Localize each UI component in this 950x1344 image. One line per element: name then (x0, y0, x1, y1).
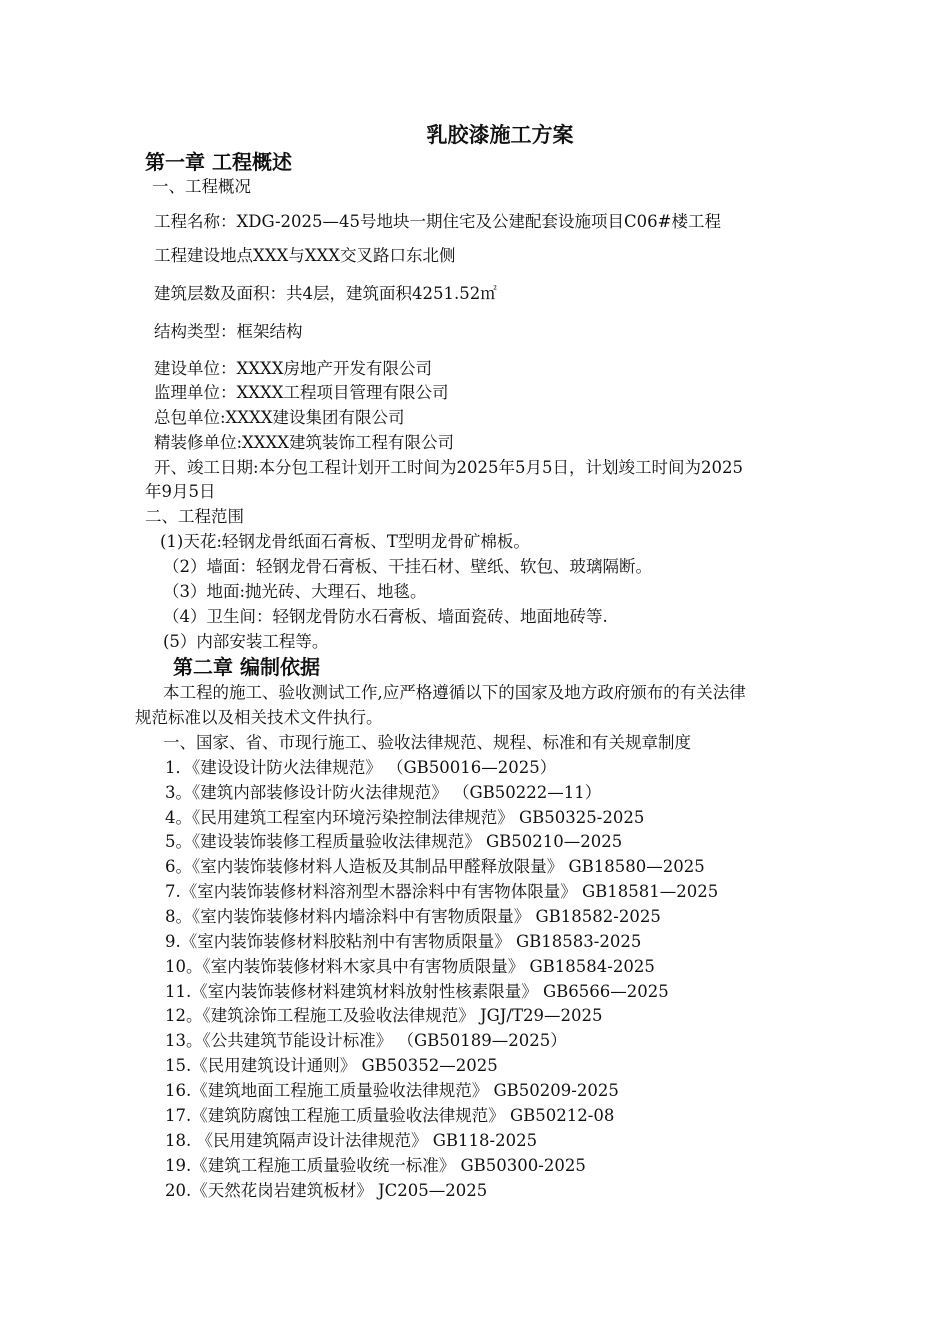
project-floors: 建筑层数及面积：共4层，建筑面积4251.52㎡ (154, 284, 497, 303)
intro-text: 本工程的施工、验收测试工作,应严格遵循以下的国家及地方政府颁布的有关法律 (163, 683, 746, 702)
list-item: 6。《室内装饰装修材料人造板及其制品甲醛释放限量》 GB18580—2025 (165, 857, 705, 876)
project-structure: 结构类型：框架结构 (154, 322, 303, 341)
chapter-1-heading: 第一章 工程概述 (145, 150, 292, 174)
project-decorator: 精装修单位:XXXX建筑装饰工程有限公司 (154, 433, 455, 452)
intro-text-cont: 规范标准以及相关技术文件执行。 (135, 708, 383, 727)
project-owner: 建设单位：XXXX房地产开发有限公司 (154, 359, 432, 378)
list-item: 17.《建筑防腐蚀工程施工质量验收法律规范》 GB50212-08 (165, 1106, 615, 1125)
list-item: (1)天花:轻钢龙骨纸面石膏板、T型明龙骨矿棉板。 (160, 532, 530, 551)
list-item: 15.《民用建筑设计通则》 GB50352—2025 (165, 1056, 498, 1075)
list-item: 5。《建设装饰装修工程质量验收法律规范》 GB50210—2025 (165, 832, 623, 851)
list-item: 11.《室内装饰装修材料建筑材料放射性核素限量》 GB6566—2025 (165, 982, 669, 1001)
list-item: (5）内部安装工程等。 (163, 632, 329, 651)
list-item: 13。《公共建筑节能设计标准》 （GB50189—2025） (165, 1031, 567, 1050)
list-item: 12。《建筑涂饰工程施工及验收法律规范》 JGJ/T29—2025 (165, 1006, 603, 1025)
list-item: 8。《室内装饰装修材料内墙涂料中有害物质限量》 GB18582-2025 (165, 907, 661, 926)
list-item: 4。《民用建筑工程室内环境污染控制法律规范》 GB50325-2025 (165, 808, 645, 827)
project-supervisor: 监理单位：XXXX工程项目管理有限公司 (154, 383, 449, 402)
project-dates-cont: 年9月5日 (145, 482, 216, 501)
project-name: 工程名称：XDG-2025—45号地块一期住宅及公建配套设施项目C06#楼工程 (154, 212, 721, 231)
section-heading: 一、国家、省、市现行施工、验收法律规范、规程、标准和有关规章制度 (163, 733, 691, 752)
document-title: 乳胶漆施工方案 (426, 122, 574, 147)
section-heading: 二、工程范围 (145, 507, 244, 526)
list-item: （3）地面:抛光砖、大理石、地毯。 (163, 582, 427, 601)
list-item: 10。《室内装饰装修材料木家具中有害物质限量》 GB18584-2025 (165, 957, 655, 976)
project-site: 工程建设地点XXX与XXX交叉路口东北侧 (154, 246, 456, 265)
section-heading: 一、工程概况 (152, 177, 251, 196)
project-contractor: 总包单位:XXXX建设集团有限公司 (154, 408, 405, 427)
list-item: 9.《室内装饰装修材料胶粘剂中有害物质限量》 GB18583-2025 (165, 932, 642, 951)
list-item: 7.《室内装饰装修材料溶剂型木器涂料中有害物体限量》 GB18581—2025 (165, 882, 719, 901)
list-item: （4）卫生间：轻钢龙骨防水石膏板、墙面瓷砖、地面地砖等. (163, 607, 608, 626)
list-item: 16.《建筑地面工程施工质量验收法律规范》 GB50209-2025 (165, 1081, 619, 1100)
list-item: 20.《天然花岗岩建筑板材》 JC205—2025 (165, 1181, 488, 1200)
list-item: 1．《建设设计防火法律规范》 （GB50016—2025） (165, 758, 557, 777)
list-item: 18. 《民用建筑隔声设计法律规范》 GB118-2025 (165, 1131, 538, 1150)
list-item: 19.《建筑工程施工质量验收统一标准》 GB50300-2025 (165, 1156, 586, 1175)
list-item: （2）墙面：轻钢龙骨石膏板、干挂石材、壁纸、软包、玻璃隔断。 (163, 557, 652, 576)
list-item: 3。《建筑内部装修设计防火法律规范》 （GB50222—11） (165, 783, 602, 802)
project-dates: 开、竣工日期:本分包工程计划开工时间为2025年5月5日，计划竣工时间为2025 (154, 458, 744, 477)
chapter-2-heading: 第二章 编制依据 (173, 655, 320, 679)
